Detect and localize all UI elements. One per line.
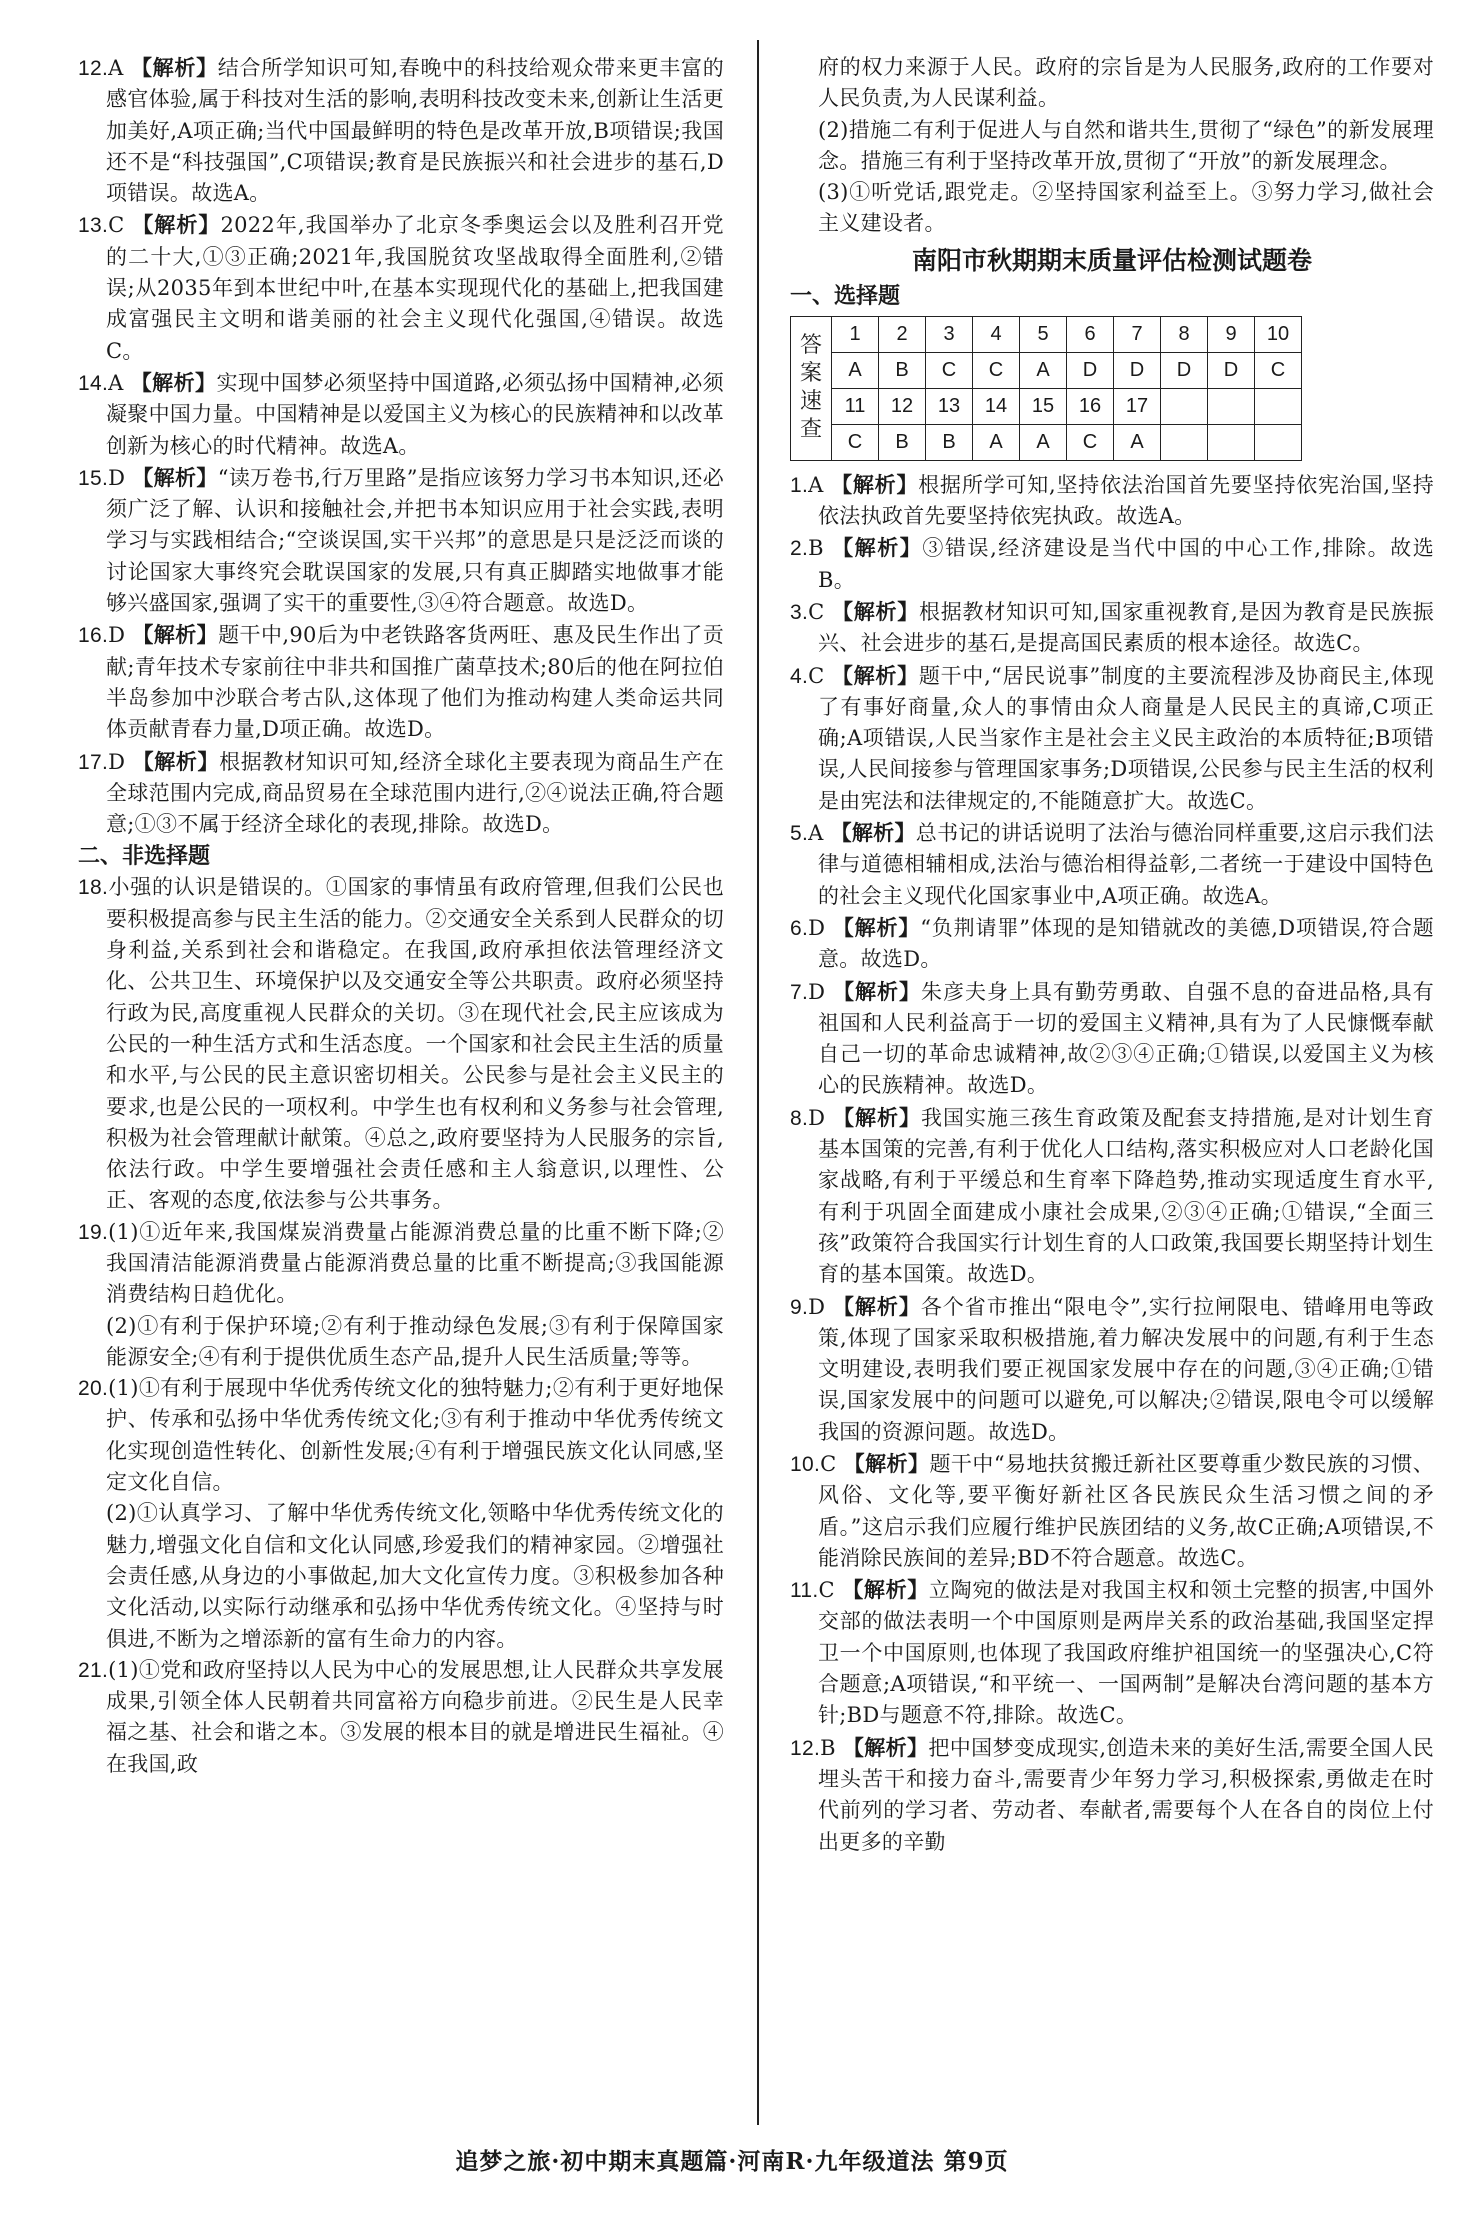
exam-answer-5: 5.A 【解析】总书记的讲话说明了法治与德治同样重要,这启示我们法律与道德相辅相成,法治与德治相得益彰,二者统一于建设中国特色的社会主义现代化国家事业中,A项正确。故选A。 (790, 820, 1434, 908)
q-number-cell: 12 (879, 388, 926, 424)
exam-answer-1: 1.A 【解析】根据所学可知,坚持依法治国首先要坚持依宪治国,坚持依法执政首先要坚持依宪执政。故选A。 (790, 471, 1434, 529)
section-heading-choice: 一、选择题 (790, 282, 901, 308)
answer-cell: A (1114, 424, 1161, 460)
q-number-cell: 10 (1255, 316, 1302, 352)
q-number-cell: 14 (973, 388, 1020, 424)
q-number-cell: 5 (1020, 316, 1067, 352)
exam-answer-8: 8.D 【解析】我国实施三孩生育政策及配套支持措施,是对计划生育基本国策的完善,有利于优化人口结构,落实积极应对人口老龄化国家战略,有利于平缓总和生育率下降趋势,推动实现适度生育水平,有利于巩固全面建成小康社会成果,②③④正确;①错误,“全面三孩”政策符合我国实行计划生育的人口政策,我国要长期坚持计划生育的基本国策。故选D。 (790, 1104, 1435, 1287)
q-number-cell: 11 (832, 388, 879, 424)
answer-20: 20.(1)①有利于展现中华优秀传统文化的独特魅力;②有利于更好地保护、传承和弘扬中华优秀传统文化;③有利于推动中华优秀传统文化实现创造性转化、创新性发展;④有利于增强民族文化认同感,坚定文化自信。 (78, 1376, 724, 1495)
answer-cell: A (832, 352, 879, 388)
exam-answer-10: 10.C 【解析】题干中“易地扶贫搬迁新社区要尊重少数民族的习惯、风俗、文化等,要平衡好新社区各民族民众生活习惯之间的矛盾。”这启示我们应履行维护民族团结的义务,故C正确;A项错误,不能消除民族间的差异;BD不符合题意。故选C。 (790, 1450, 1435, 1570)
answer-21-continued: 府的权力来源于人民。政府的宗旨是为人民服务,政府的工作要对人民负责,为人民谋利益。 (818, 55, 1434, 111)
exam-answer-2: 2.B 【解析】③错误,经济建设是当代中国的中心工作,排除。故选B。 (790, 535, 1434, 592)
answer-21: 21.(1)①党和政府坚持以人民为中心的发展思想,让人民群众共享发展成果,引领全体人民朝着共同富裕方向稳步前进。②民生是人民幸福之基、社会和谐之本。③发展的根本目的就是增进民生福祉。④在我国,政 (78, 1657, 724, 1776)
answer-cell: A (1020, 424, 1067, 460)
answer-14: 14.A 【解析】实现中国梦必须坚持中国道路,必须弘扬中国精神,必须凝聚中国力量。中国精神是以爱国主义为核心的民族精神和以改革创新为核心的时代精神。故选A。 (78, 369, 724, 458)
q-number-cell: 17 (1114, 388, 1161, 424)
answer-quick-table (790, 316, 1302, 461)
answer-cell (1161, 424, 1208, 460)
exam-answer-3: 3.C 【解析】根据教材知识可知,国家重视教育,是因为教育是民族振兴、社会进步的基石,是提高国民素质的根本途径。故选C。 (790, 598, 1434, 656)
answer-21-part3: (3)①听党话,跟党走。②坚持国家利益至上。③努力学习,做社会主义建设者。 (818, 180, 1434, 236)
exam-answer-12: 12.B 【解析】把中国梦变成现实,创造未来的美好生活,需要全国人民埋头苦干和接力奋斗,需要青少年努力学习,积极探索,勇做走在时代前列的学习者、劳动者、奉献者,需要每个人在各自的岗位上付出更多的辛勤 (790, 1734, 1434, 1854)
exam-answer-4: 4.C 【解析】题干中,“居民说事”制度的主要流程涉及协商民主,体现了有事好商量,众人的事情由众人商量是人民民主的真谛,C项正确;A项错误,人民当家作主是社会主义民主政治的本质特征;B项错误,人民间接参与管理国家事务;D项错误,公民参与民主生活的权利是由宪法和法律规定的,不能随意扩大。故选C。 (790, 662, 1434, 813)
exam-answer-11: 11.C 【解析】立陶宛的做法是对我国主权和领土完整的损害,中国外交部的做法表明一个中国原则是两岸关系的政治基础,我国坚定捍卫一个中国原则,也体现了我国政府维护祖国统一的坚强决心,C符合题意;A项错误,“和平统一、一国两制”是解决台湾问题的基本方针;BD与题意不符,排除。故选C。 (790, 1577, 1435, 1728)
answer-cell: B (879, 424, 926, 460)
q-number-cell: 4 (973, 316, 1020, 352)
answer-12: 12.A 【解析】结合所学知识可知,春晚中的科技给观众带来更丰富的感官体验,属于科技对生活的影响,表明科技改变未来,创新让生活更加美好,A项正确;当代中国最鲜明的特色是改革开放,B项错误;我国还不是“科技强国”,C项错误;教育是民族振兴和社会进步的基石,D项错误。故选A。 (78, 55, 724, 206)
answer-16: 16.D 【解析】题干中,90后为中老铁路客货两旺、惠及民生作出了贡献;青年技术专家前往中非共和国推广菌草技术;80后的他在阿拉伯半岛参加中沙联合考古队,这体现了他们为推动构建人类命运共同体贡献青春力量,D项正确。故选D。 (78, 622, 724, 742)
q-number-cell (1208, 388, 1255, 424)
answer-cell: C (832, 424, 879, 460)
answer-13: 13.C 【解析】2022年,我国举办了北京冬季奥运会以及胜利召开党的二十大,①③正确;2021年,我国脱贫攻坚战取得全面胜利,②错误;从2035年到本世纪中叶,在基本实现现代化的基础上,把我国建成富强民主文明和谐美丽的社会主义现代化强国,④错误。故选C。 (78, 212, 724, 363)
answer-cell: A (1020, 352, 1067, 388)
answer-cell: B (879, 352, 926, 388)
answer-cell: C (973, 352, 1020, 388)
answer-cell (1208, 424, 1255, 460)
answer-cell: B (926, 424, 973, 460)
answer-cell: D (1067, 352, 1114, 388)
answer-15: 15.D 【解析】“读万卷书,行万里路”是指应该努力学习书本知识,还必须广泛了解、认识和接触社会,并把书本知识应用于社会实践,表明学习与实践相结合;“空谈误国,实干兴邦”的意思是只是泛泛而谈的讨论国家大事终究会耽误国家的发展,只有真正脚踏实地做事才能够兴盛国家,强调了实干的重要性,③④符合题意。故选D。 (78, 464, 724, 616)
answer-cell: D (1114, 352, 1161, 388)
exam-answer-7: 7.D 【解析】朱彦夫身上具有勤劳勇敢、自强不息的奋进品格,具有祖国和人民利益高于一切的爱国主义精神,具有为了人民慷慨奉献自己一切的革命忠诚精神,故②③④正确;①错误,以爱国主义为核心的民族精神。故选D。 (790, 978, 1435, 1098)
answer-cell: A (973, 424, 1020, 460)
left-column (78, 52, 724, 1780)
q-number-cell: 3 (926, 316, 973, 352)
q-number-cell: 2 (879, 316, 926, 352)
right-column (790, 52, 1434, 1858)
answer-cell: C (1255, 352, 1302, 388)
answer-18: 18.小强的认识是错误的。①国家的事情虽有政府管理,但我们公民也要积极提高参与民主生活的能力。②交通安全关系到人民群众的切身利益,关系到社会和谐稳定。在我国,政府承担依法管理经济文化、公共卫生、环境保护以及交通安全等公共职责。政府必须坚持行政为民,高度重视人民群众的关切。③在现代社会,民主应该成为公民的一种生活方式和生活态度。一个国家和社会民主生活的质量和水平,与公民的民主意识密切相关。公民参与是社会主义民主的要求,也是公民的一项权利。中学生也有权利和义务参与社会管理,积极为社会管理献计献策。④总之,政府要坚持为人民服务的宗旨,依法行政。中学生要增强社会责任感和主人翁意识,以理性、公正、客观的态度,依法参与公共事务。 (78, 875, 724, 1213)
q-number-cell (1161, 388, 1208, 424)
section-heading-non-choice: 二、非选择题 (78, 843, 211, 869)
answer-cell: D (1208, 352, 1255, 388)
answer-19: 19.(1)①近年来,我国煤炭消费量占能源消费总量的比重不断下降;②我国清洁能源消费量占能源消费总量的比重不断提高;③我国能源消费结构日趋优化。 (78, 1219, 724, 1307)
answer-21-part2: (2)措施二有利于促进人与自然和谐共生,贯彻了“绿色”的新发展理念。措施三有利于坚持改革开放,贯彻了“开放”的新发展理念。 (818, 117, 1434, 173)
q-number-cell: 15 (1020, 388, 1067, 424)
answer-19-part2: (2)①有利于保护环境;②有利于推动绿色发展;③有利于保障国家能源安全;④有利于提供优质生态产品,提升人民生活质量;等等。 (106, 1313, 724, 1369)
answer-cell: C (926, 352, 973, 388)
q-number-cell: 9 (1208, 316, 1255, 352)
q-number-cell: 16 (1067, 388, 1114, 424)
exam-title: 南阳市秋期期末质量评估检测试题卷 (911, 246, 1312, 275)
exam-answer-9: 9.D 【解析】各个省市推出“限电令”,实行拉闸限电、错峰用电等政策,体现了国家采取积极措施,着力解决发展中的问题,有利于生态文明建设,表明我们要正视国家发展中存在的问题,③④正确;①错误,国家发展中的问题可以避免,可以解决;②错误,限电令可以缓解我国的资源问题。故选D。 (790, 1293, 1434, 1444)
answer-cell: C (1067, 424, 1114, 460)
q-number-cell (1255, 388, 1302, 424)
column-divider (757, 40, 759, 2125)
q-number-cell: 8 (1161, 316, 1208, 352)
q-number-cell: 6 (1067, 316, 1114, 352)
answer-20-part2: (2)①认真学习、了解中华优秀传统文化,领略中华优秀传统文化的魅力,增强文化自信和文化认同感,珍爱我们的精神家园。②增强社会责任感,从身边的小事做起,加大文化宣传力度。③积极参加各种文化活动,以实际行动继承和弘扬中华优秀传统文化。④坚持与时俱进,不断为之增添新的富有生命力的内容。 (106, 1501, 724, 1651)
q-number-cell: 1 (832, 316, 879, 352)
answer-cell (1255, 424, 1302, 460)
q-number-cell: 13 (926, 388, 973, 424)
table-label: 答 案 速 查 (791, 316, 832, 460)
q-number-cell: 7 (1114, 316, 1161, 352)
exam-answer-6: 6.D 【解析】“负荆请罪”体现的是知错就改的美德,D项错误,符合题意。故选D。 (790, 914, 1434, 972)
page-footer: 追梦之旅·初中期末真题篇·河南R·九年级道法 第9页 (455, 2148, 1009, 2175)
answer-cell: D (1161, 352, 1208, 388)
answer-17: 17.D 【解析】根据教材知识可知,经济全球化主要表现为商品生产在全球范围内完成,商品贸易在全球范围内进行,②④说法正确,符合题意;①③不属于经济全球化的表现,排除。故选D。 (78, 748, 724, 837)
